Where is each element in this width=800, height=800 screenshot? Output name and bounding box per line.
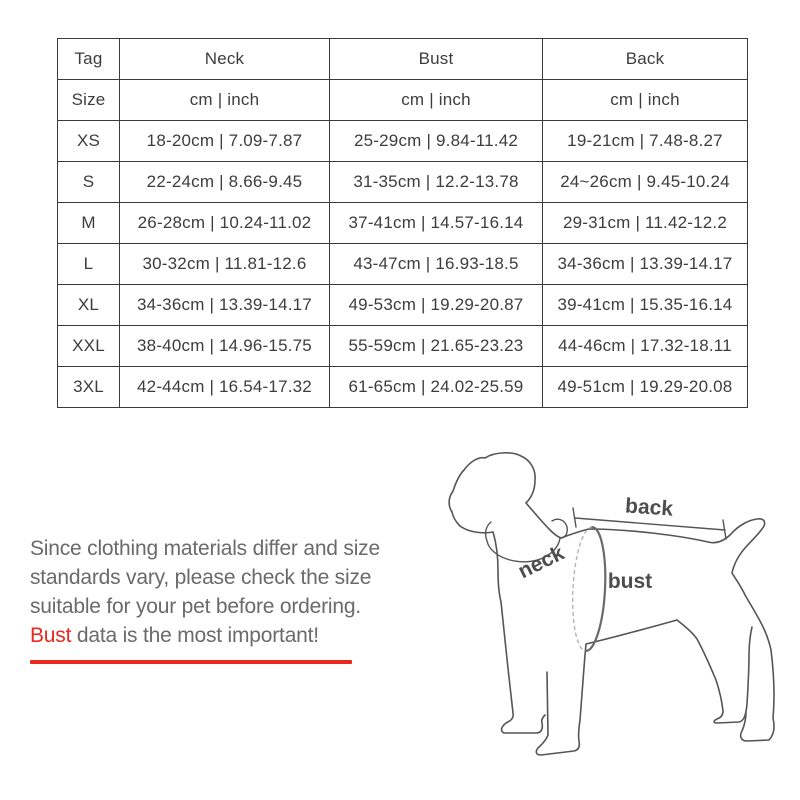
bust-circumference-dashed xyxy=(570,526,592,651)
neck-cell: 34-36cm | 13.39-14.17 xyxy=(120,285,330,326)
bust-cell: 25-29cm | 9.84-11.42 xyxy=(330,121,543,162)
table-row-l xyxy=(58,244,748,285)
header-cell-tag: Tag xyxy=(58,39,120,80)
dog-outline-chest-front-leg xyxy=(452,512,545,733)
bust-label: bust xyxy=(607,570,653,593)
dog-outline-near-front-leg-belly xyxy=(536,620,677,755)
red-underline xyxy=(30,660,352,664)
header-cell-back: Back xyxy=(543,39,748,80)
dog-outline-near-hind-leg xyxy=(677,620,752,723)
bust-circumference-solid xyxy=(586,527,608,652)
unit-cell-back: cm | inch xyxy=(543,80,748,121)
dog-outline-head-back-tail xyxy=(449,453,774,741)
neck-cell: 18-20cm | 7.09-7.87 xyxy=(120,121,330,162)
back-cell: 44-46cm | 17.32-18.11 xyxy=(543,326,748,367)
neck-cell: 38-40cm | 14.96-15.75 xyxy=(120,326,330,367)
neck-cell: 30-32cm | 11.81-12.6 xyxy=(120,244,330,285)
neck-cell: 26-28cm | 10.24-11.02 xyxy=(120,203,330,244)
note-line-3: suitable for your pet before ordering. xyxy=(30,595,361,618)
back-cell: 34-36cm | 13.39-14.17 xyxy=(543,244,748,285)
size-note xyxy=(30,534,430,650)
bust-cell: 49-53cm | 19.29-20.87 xyxy=(330,285,543,326)
table-row-xxl xyxy=(58,326,748,367)
back-cell: 39-41cm | 15.35-16.14 xyxy=(543,285,748,326)
note-bust-highlight: Bust xyxy=(30,624,72,647)
table-header-row xyxy=(58,39,748,80)
bust-cell: 55-59cm | 21.65-23.23 xyxy=(330,326,543,367)
neck-cell: 22-24cm | 8.66-9.45 xyxy=(120,162,330,203)
header-cell-neck: Neck xyxy=(120,39,330,80)
back-cell: 29-31cm | 11.42-12.2 xyxy=(543,203,748,244)
unit-cell-size: Size xyxy=(58,80,120,121)
size-table xyxy=(57,38,748,408)
back-cell: 24~26cm | 9.45-10.24 xyxy=(543,162,748,203)
table-row-m xyxy=(58,203,748,244)
size-cell: XL xyxy=(58,285,120,326)
neck-label: neck xyxy=(514,541,568,584)
size-cell: 3XL xyxy=(58,367,120,408)
header-cell-bust: Bust xyxy=(330,39,543,80)
table-row-xl xyxy=(58,285,748,326)
note-line-4 xyxy=(30,621,430,650)
unit-cell-bust: cm | inch xyxy=(330,80,543,121)
size-cell: XS xyxy=(58,121,120,162)
size-cell: M xyxy=(58,203,120,244)
back-cell: 19-21cm | 7.48-8.27 xyxy=(543,121,748,162)
table-row-3xl xyxy=(58,367,748,408)
table-row-xs xyxy=(58,121,748,162)
table-unit-row xyxy=(58,80,748,121)
bust-cell: 43-47cm | 16.93-18.5 xyxy=(330,244,543,285)
size-table-section xyxy=(57,38,748,408)
back-cell: 49-51cm | 19.29-20.08 xyxy=(543,367,748,408)
bust-cell: 37-41cm | 14.57-16.14 xyxy=(330,203,543,244)
bust-cell: 31-35cm | 12.2-13.78 xyxy=(330,162,543,203)
bust-cell: 61-65cm | 24.02-25.59 xyxy=(330,367,543,408)
unit-cell-neck: cm | inch xyxy=(120,80,330,121)
size-cell: L xyxy=(58,244,120,285)
neck-cell: 42-44cm | 16.54-17.32 xyxy=(120,367,330,408)
table-row-s xyxy=(58,162,748,203)
size-cell: S xyxy=(58,162,120,203)
dog-measurement-diagram xyxy=(390,430,790,800)
note-line-1: Since clothing materials differ and size xyxy=(30,537,380,560)
note-line-4-rest: data is the most important! xyxy=(76,624,319,647)
size-cell: XXL xyxy=(58,326,120,367)
note-line-2: standards vary, please check the size xyxy=(30,566,372,589)
back-dimension-line xyxy=(575,518,725,530)
back-label: back xyxy=(624,494,674,521)
